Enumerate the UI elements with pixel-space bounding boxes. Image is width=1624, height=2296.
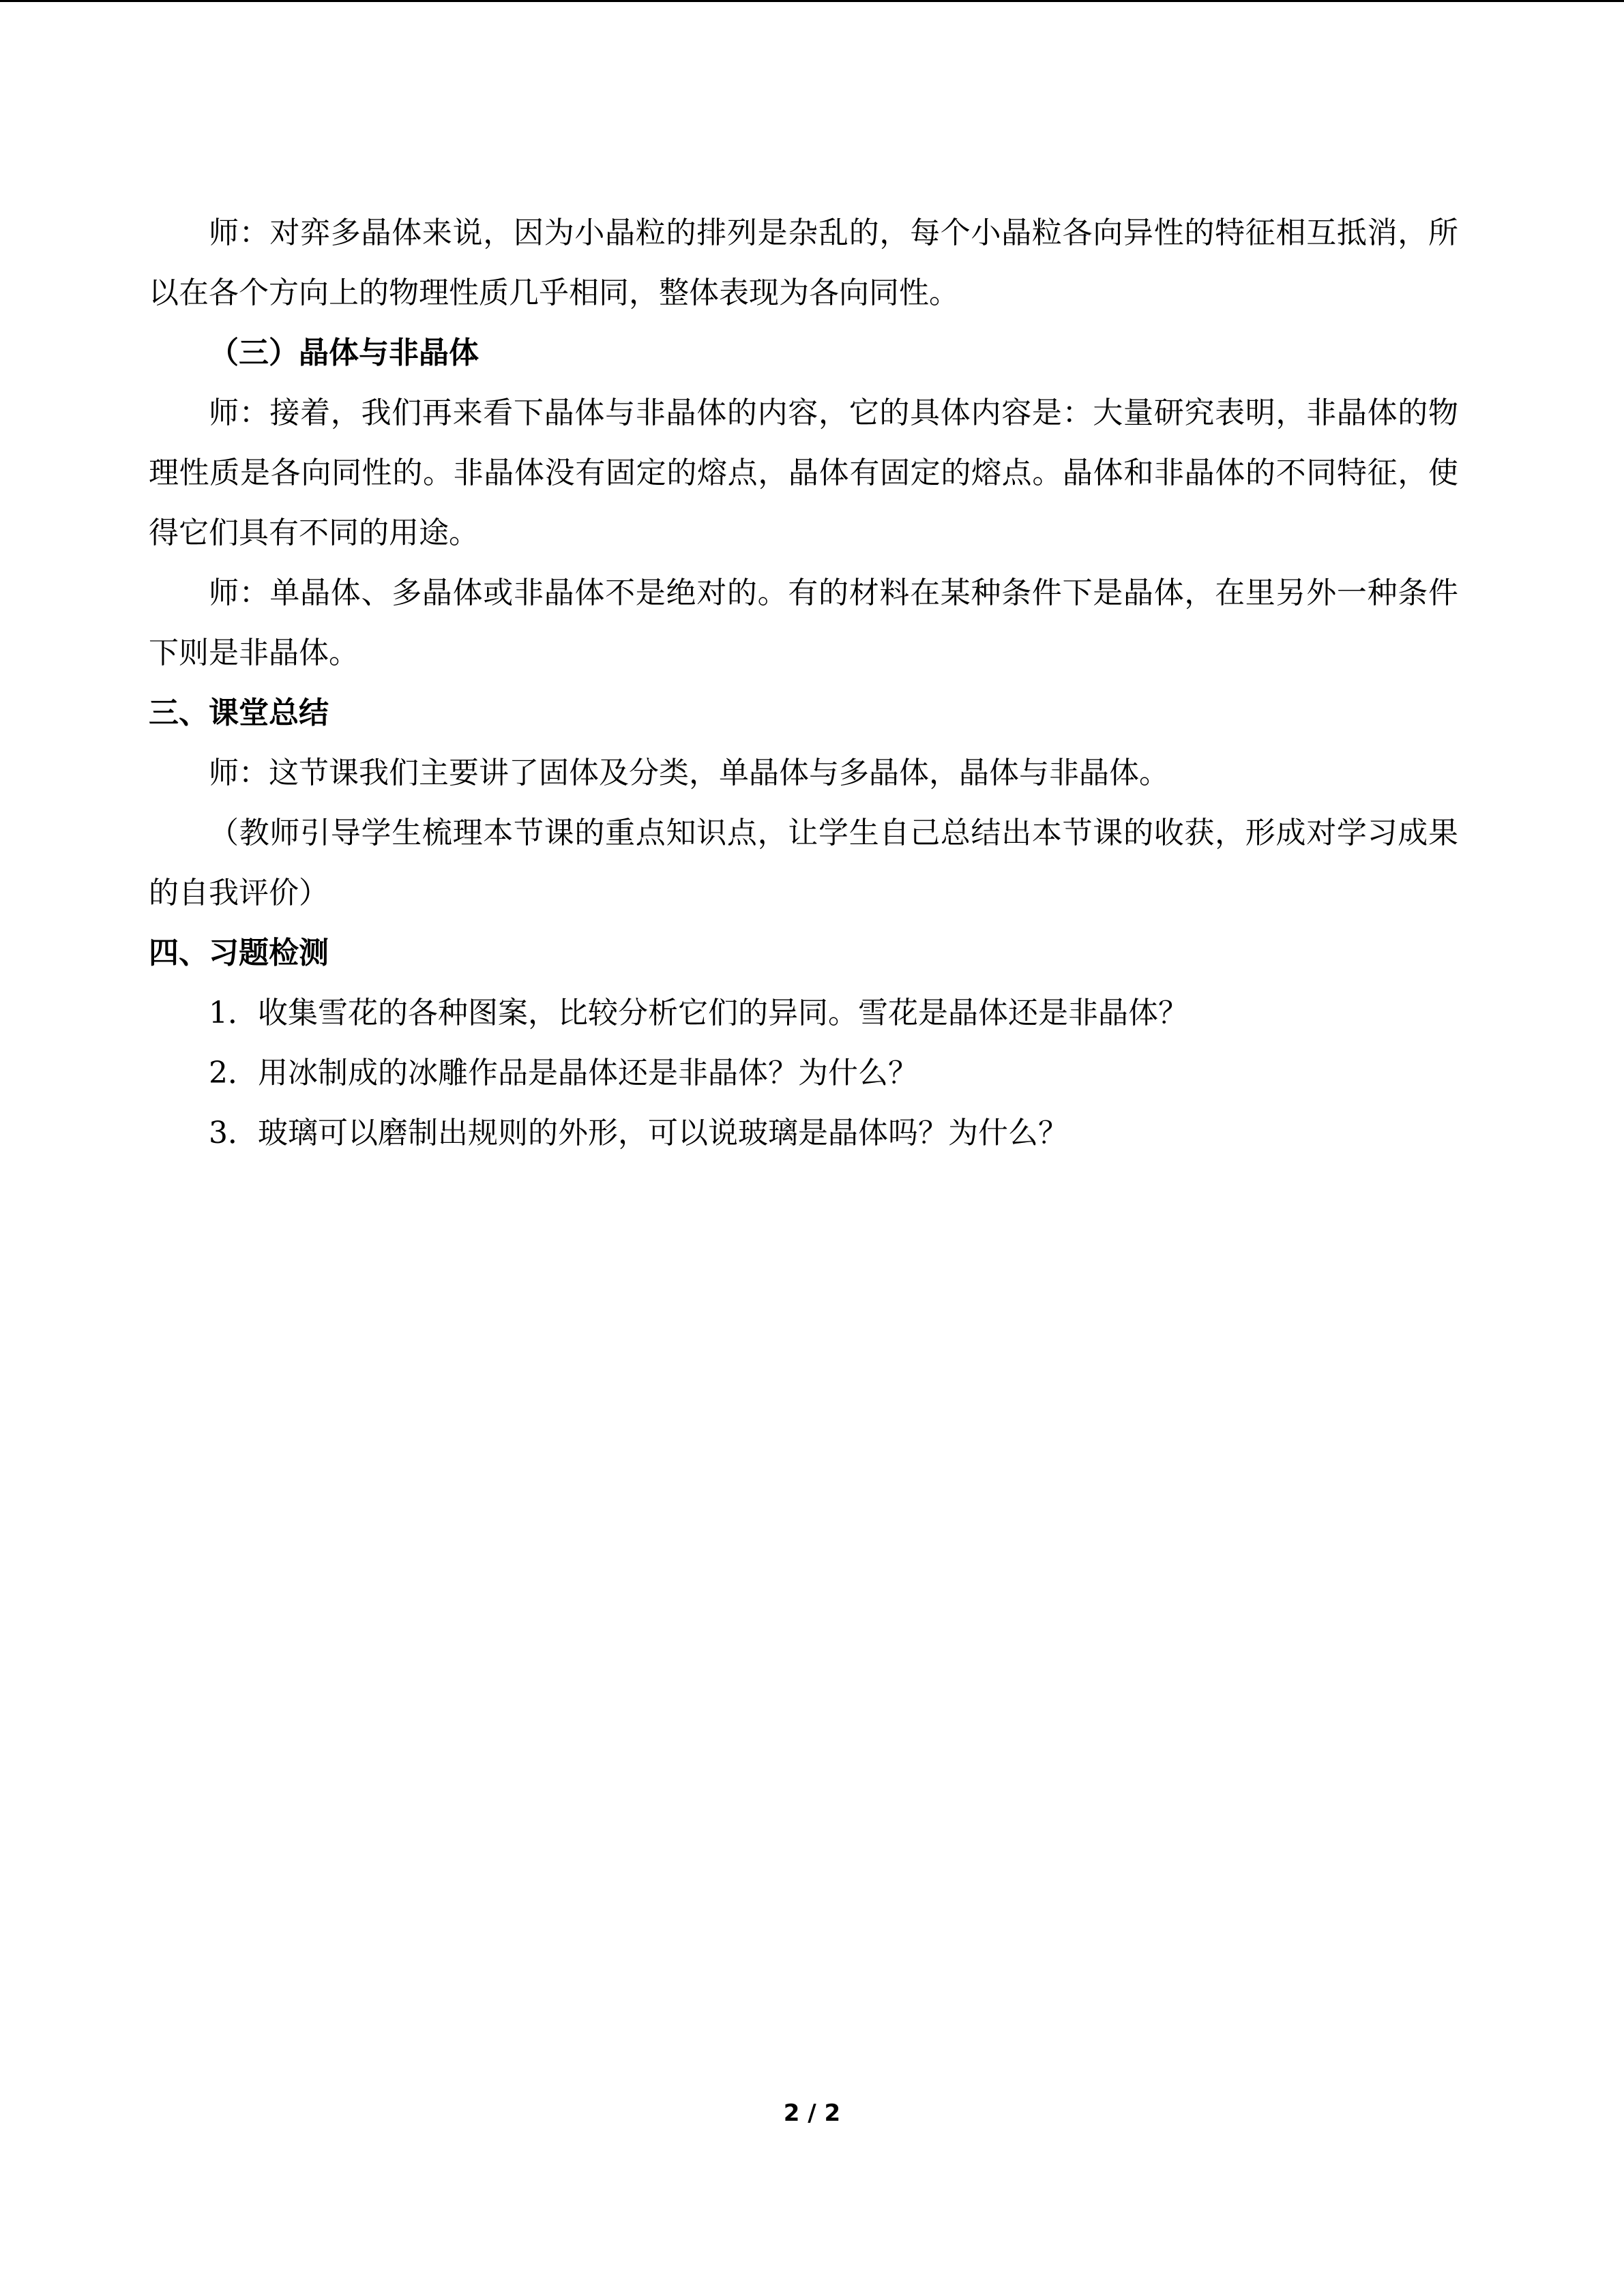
exercise-item <box>149 983 1458 1043</box>
exercise-item <box>149 1043 1458 1103</box>
heading-class-summary: 三、课堂总结 <box>149 696 329 730</box>
exercise-item <box>149 1103 1458 1163</box>
paragraph-summary-teacher: 师：这节课我们主要讲了固体及分类，单晶体与多晶体，晶体与非晶体。 <box>209 756 1169 790</box>
page-number: 2 / 2 <box>783 2100 841 2127</box>
paragraph-not-absolute: 师：单晶体、多晶体或非晶体不是绝对的。有的材料在某种条件下是晶体，在里另外一种条件下则是非晶体。 <box>149 576 1458 670</box>
exercise-number: 1． <box>209 996 258 1030</box>
exercise-text: 用冰制成的冰雕作品是晶体还是非晶体？为什么？ <box>258 1056 918 1090</box>
document-body <box>149 203 1458 1163</box>
exercise-text: 收集雪花的各种图案，比较分析它们的异同。雪花是晶体还是非晶体？ <box>258 996 1188 1030</box>
paragraph-summary-note: （教师引导学生梳理本节课的重点知识点，让学生自己总结出本节课的收获，形成对学习成果的自我评价） <box>149 816 1458 910</box>
exercise-text: 玻璃可以磨制出规则的外形，可以说玻璃是晶体吗？为什么？ <box>258 1116 1068 1150</box>
paragraph-amorphous-properties: 师：接着，我们再来看下晶体与非晶体的内容，它的具体内容是：大量研究表明，非晶体的物理性质是各向同性的。非晶体没有固定的熔点，晶体有固定的熔点。晶体和非晶体的不同特征，使得它们具有不同的用途。 <box>149 396 1458 550</box>
heading-exercises: 四、习题检测 <box>149 936 329 970</box>
exercise-number: 3． <box>209 1116 258 1150</box>
paragraph-polycrystal: 师：对弈多晶体来说，因为小晶粒的排列是杂乱的，每个小晶粒各向异性的特征相互抵消，所以在各个方向上的物理性质几乎相同，整体表现为各向同性。 <box>149 215 1458 310</box>
exercise-number: 2． <box>209 1056 258 1090</box>
top-border-line <box>0 0 1624 2</box>
subheading-crystal-vs-amorphous: （三）晶体与非晶体 <box>209 336 479 370</box>
